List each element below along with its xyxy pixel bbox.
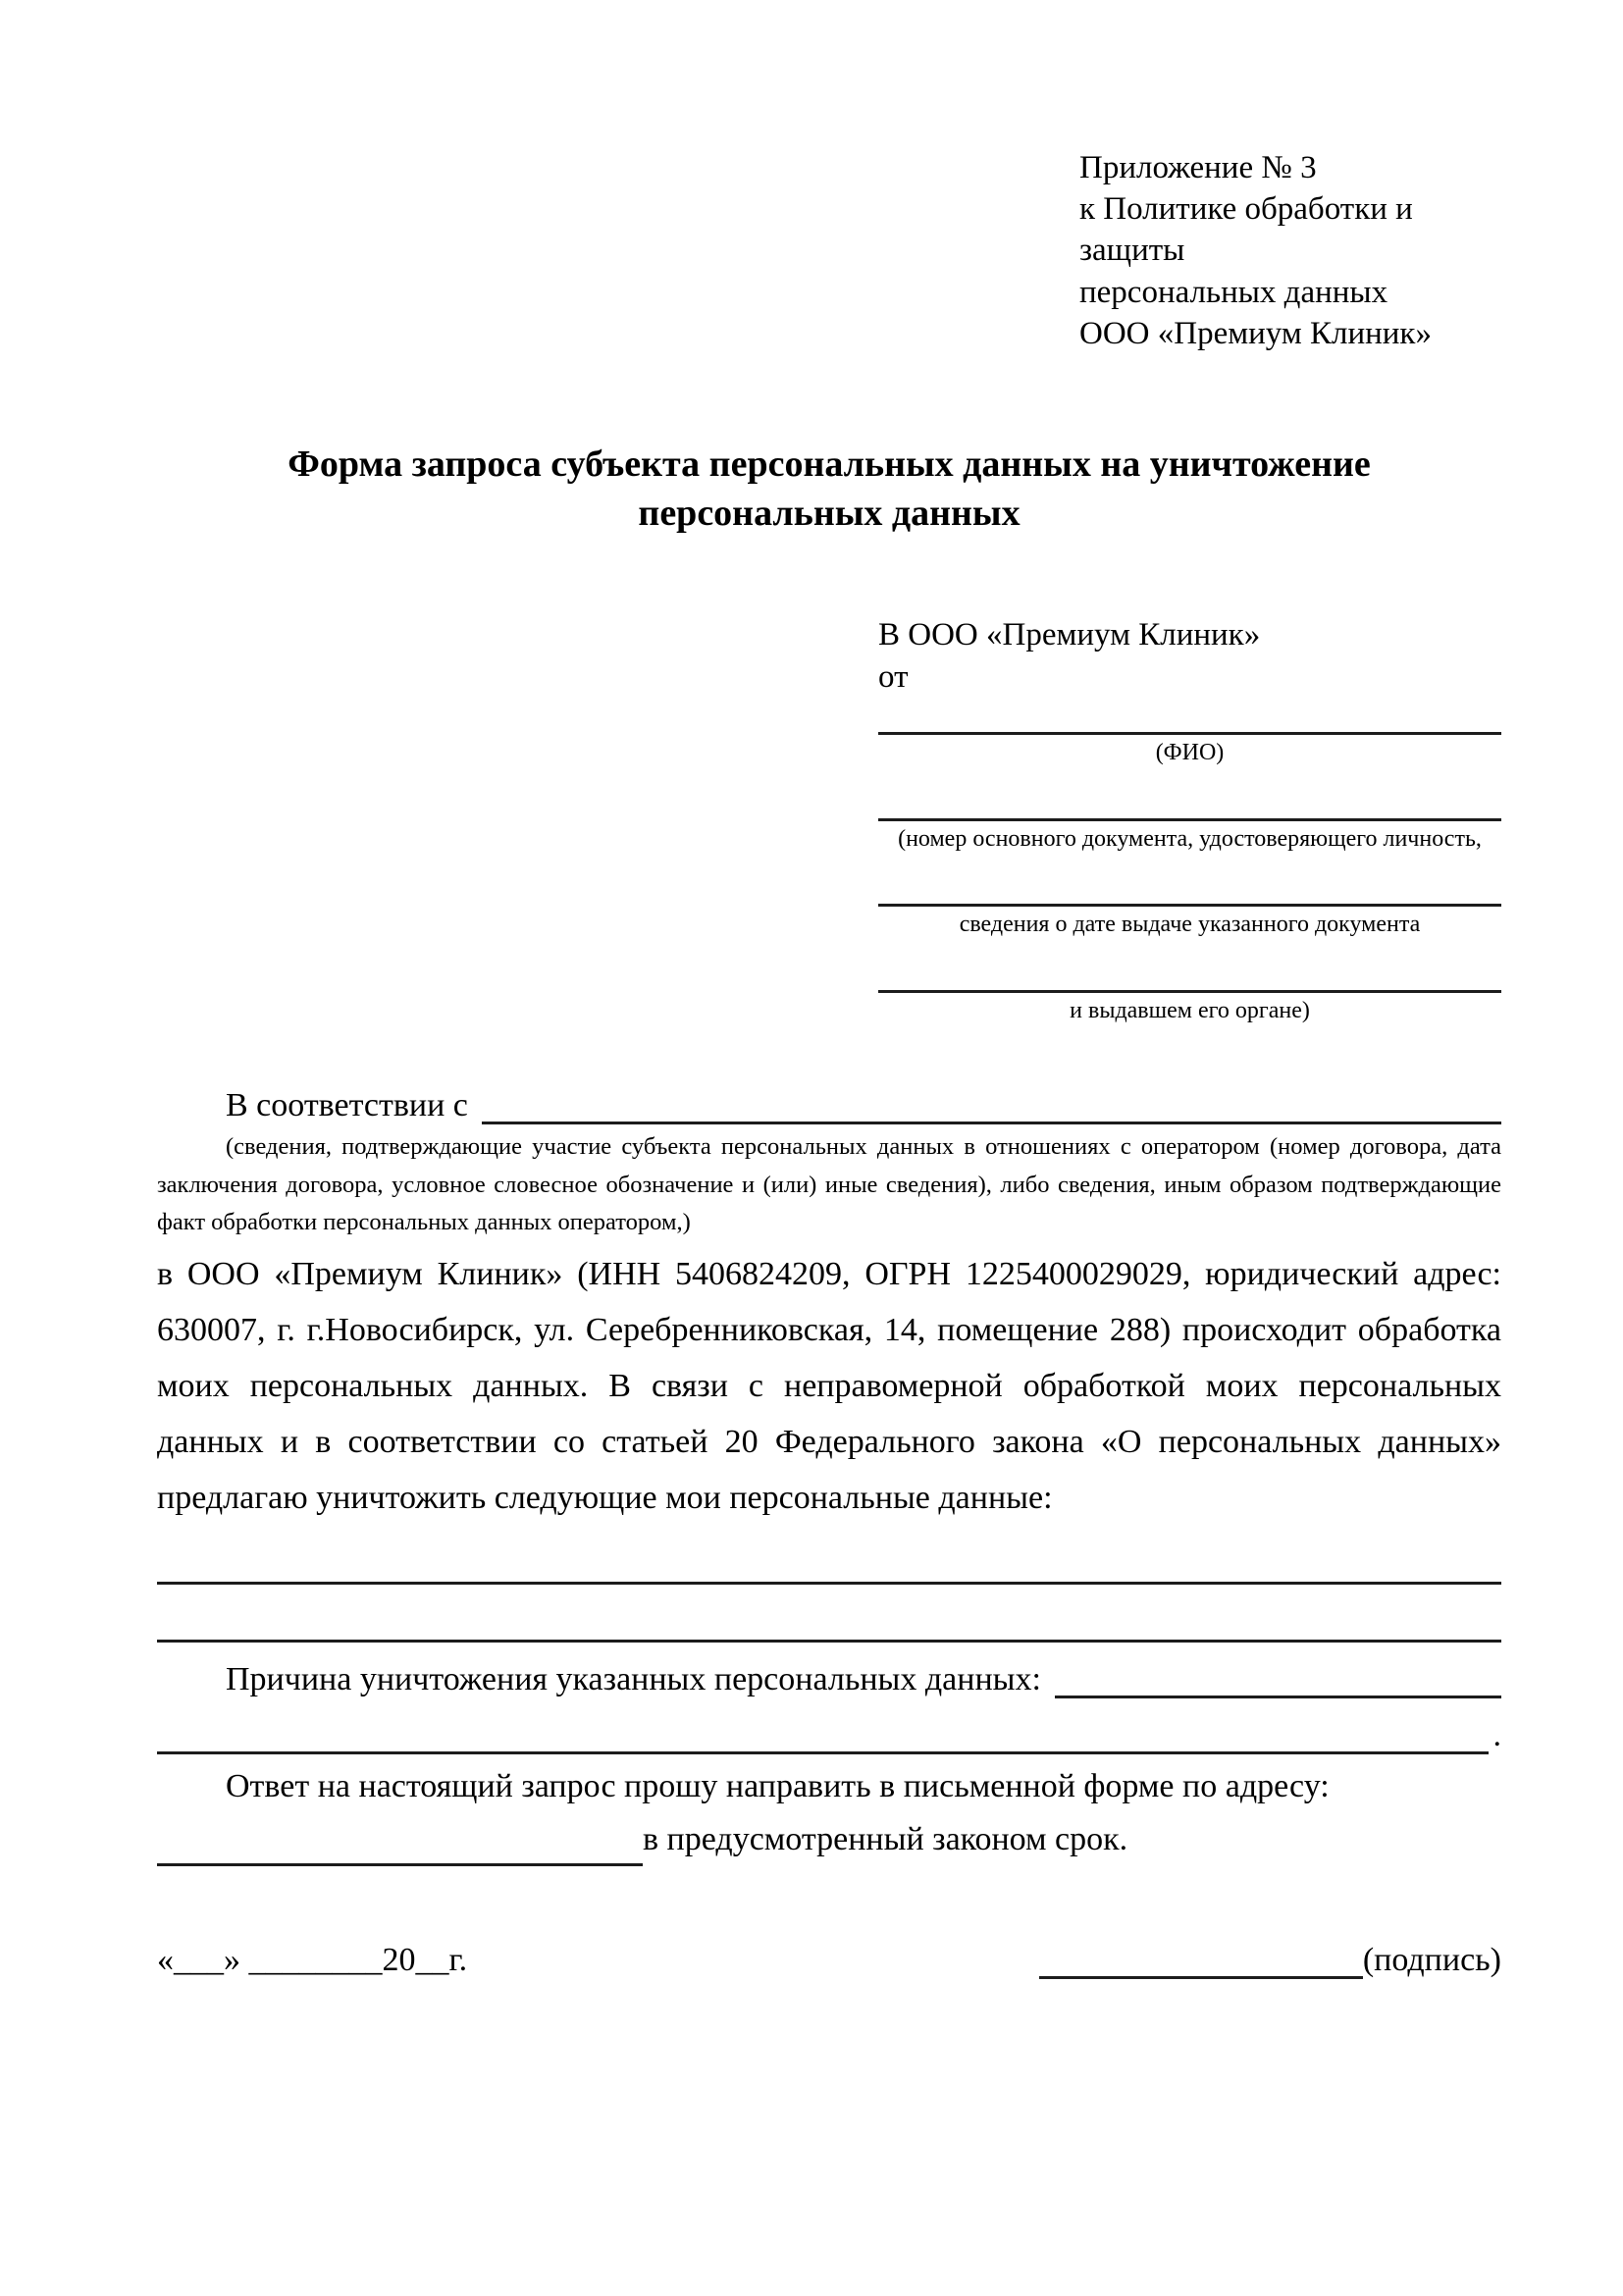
appendix-header	[1079, 147, 1501, 354]
personal-data-field-line-2	[157, 1585, 1501, 1643]
document-number-field-line	[878, 767, 1501, 821]
page-title-line2: персональных данных	[638, 492, 1021, 534]
accordance-note: (сведения, подтверждающие участие субъекта персональных данных в отношениях с оператором (номер договора, дата заключения договора, условное словесное обозначение и (или) иные сведения), либо сведения, иным образом подтверждающие факт обработки персональных данных оператором,)	[157, 1132, 1501, 1236]
signature-area	[1039, 1937, 1501, 1979]
fio-field-line	[878, 699, 1501, 735]
page-title-line1: Форма запроса субъекта персональных данных на уничтожение	[288, 444, 1371, 486]
accordance-field-line	[482, 1082, 1501, 1124]
signature-caption: (подпись)	[1362, 1942, 1501, 1979]
document-date-caption: сведения о дате выдаче указанного документа	[959, 912, 1421, 938]
appendix-policy-line1: к Политике обработки и защиты	[1079, 191, 1413, 269]
document-issuer-caption: и выдавшем его органе)	[1070, 998, 1310, 1024]
reason-label: Причина уничтожения указанных персональных данных:	[226, 1660, 1041, 1697]
addressee-block	[878, 614, 1501, 1025]
reason-row	[157, 1656, 1501, 1698]
appendix-policy-line2: персональных данных	[1079, 274, 1388, 310]
answer-tail-text: в предусмотренный законом срок.	[643, 1820, 1128, 1857]
personal-data-field-line-1	[157, 1527, 1501, 1585]
answer-address-row	[157, 1813, 1501, 1866]
appendix-number: Приложение № 3	[1079, 150, 1317, 185]
reason-field-line-2	[157, 1698, 1489, 1754]
period-text: .	[1492, 1716, 1501, 1753]
document-number-caption: (номер основного документа, удостоверяющего личность,	[898, 825, 1482, 852]
addressee-from-label: от	[878, 658, 909, 695]
document-date-field-line	[878, 853, 1501, 907]
accordance-row	[157, 1082, 1501, 1124]
signature-row	[157, 1937, 1501, 1979]
accordance-label: В соответствии с	[226, 1086, 468, 1123]
appendix-company: ООО «Премиум Клиник»	[1079, 315, 1432, 351]
address-field-line	[157, 1824, 643, 1866]
signature-field-line	[1039, 1937, 1363, 1979]
page-title	[157, 441, 1501, 538]
addressee-to: В ООО «Премиум Клиник»	[878, 616, 1261, 652]
fio-caption: (ФИО)	[1155, 739, 1225, 765]
reason-field-line	[1055, 1656, 1501, 1698]
document-issuer-field-line	[878, 939, 1501, 993]
main-paragraph: в ООО «Премиум Клиник» (ИНН 5406824209, ОГРН 1225400029029, юридический адрес: 630007, г. г.Новосибирск, ул. Серебренниковская, 14, помещение 288) происходит обработка моих персональных данных. В связи с неправомерной обработкой моих персональных данных и в соответствии со статьей 20 Федерального закона «О персональных данных» предлагаю уничтожить следующие мои персональные данные:	[157, 1256, 1501, 1517]
date-template: «___» ________20__г.	[157, 1942, 468, 1979]
reason-continuation-row	[157, 1698, 1501, 1754]
answer-paragraph: Ответ на настоящий запрос прошу направить в письменной форме по адресу:	[226, 1767, 1330, 1804]
